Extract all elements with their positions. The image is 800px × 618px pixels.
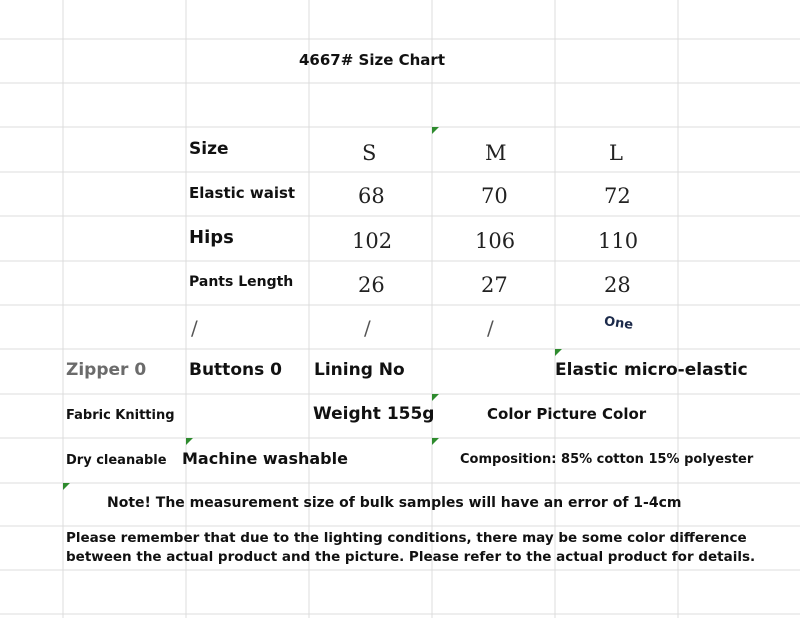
row-label-elastic-waist: Elastic waist (189, 184, 296, 202)
composition-text: Composition: 85% cotton 15% polyester (460, 452, 754, 467)
color-text: Color Picture Color (487, 405, 647, 423)
weight-text: Weight 155g (313, 404, 435, 424)
size-header: Size (189, 139, 229, 159)
cell-value: 102 (352, 229, 393, 253)
cell-comment-marker (432, 438, 439, 445)
one-size-label: One (603, 314, 635, 333)
cell-comment-marker (63, 483, 70, 490)
cell-comment-marker (432, 127, 439, 134)
cell-value: 70 (481, 184, 508, 208)
cell-value: / (191, 316, 198, 340)
size-l-header: L (609, 141, 623, 165)
cell-value: 72 (604, 184, 631, 208)
cell-comment-marker (432, 394, 439, 401)
measurement-note: Note! The measurement size of bulk samples will have an error of 1-4cm (107, 495, 682, 511)
lining-text: Lining No (314, 360, 405, 380)
row-label-hips: Hips (189, 227, 234, 248)
chart-title: 4667# Size Chart (299, 51, 445, 69)
cell-value: 110 (598, 229, 639, 253)
cell-value: 106 (475, 229, 516, 253)
machine-washable-text: Machine washable (182, 449, 348, 468)
cell-value: 26 (358, 273, 385, 297)
cell-value: 28 (604, 273, 631, 297)
row-label-pants-length: Pants Length (189, 274, 294, 290)
buttons-text: Buttons 0 (189, 360, 282, 380)
cell-comment-marker (555, 349, 562, 356)
dry-cleanable-text: Dry cleanable (66, 453, 167, 468)
cell-value: 27 (481, 273, 508, 297)
cell-value: / (364, 316, 371, 340)
cell-comment-marker (186, 438, 193, 445)
size-m-header: M (485, 141, 507, 165)
cell-value: 68 (358, 184, 385, 208)
fabric-text: Fabric Knitting (66, 408, 175, 423)
cell-value: / (487, 316, 494, 340)
lighting-note-line-1: Please remember that due to the lighting conditions, there may be some color difference (66, 530, 747, 546)
size-s-header: S (362, 141, 377, 165)
zipper-text: Zipper 0 (66, 360, 147, 380)
elastic-text: Elastic micro-elastic (555, 360, 748, 380)
lighting-note-line-2: between the actual product and the picture. Please refer to the actual product for details. (66, 549, 756, 565)
